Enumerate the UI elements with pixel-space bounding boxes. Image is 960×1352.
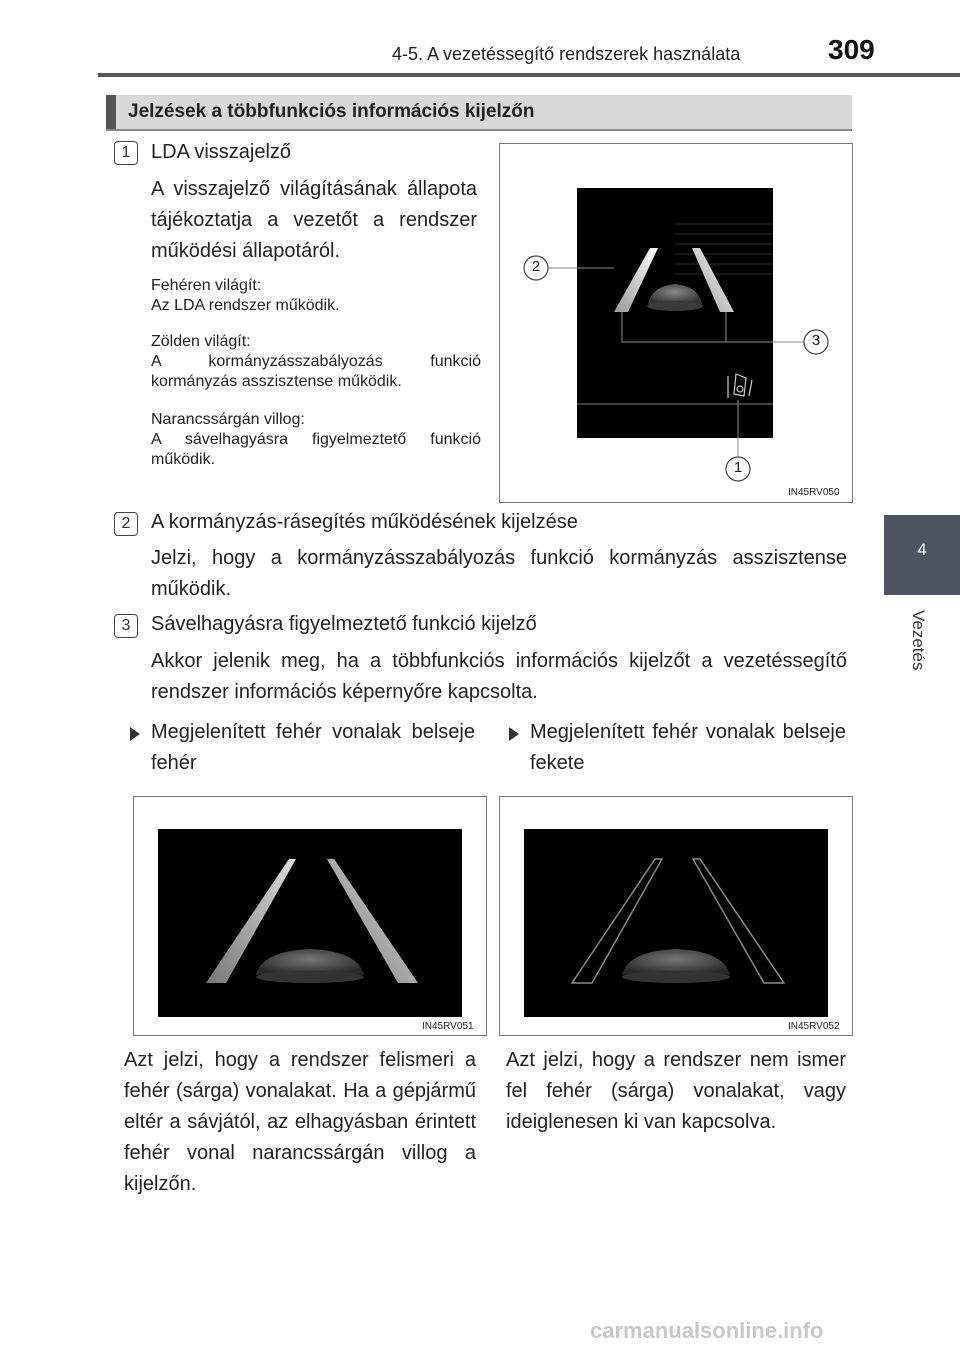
figure-lda-display <box>499 143 853 503</box>
item-number: 2 <box>114 512 138 536</box>
column-heading: Megjelenített fehér vonalak belseje fehér <box>151 721 475 774</box>
item-title: Sávelhagyásra figyelmeztető funkció kijelző <box>151 613 537 635</box>
header-rule <box>98 73 960 77</box>
page-number: 309 <box>828 34 875 65</box>
callout-number: 1 <box>733 459 743 476</box>
state-label: Narancssárgán villog: <box>151 411 305 428</box>
state-text: A kormányzásszabályozás funkció kormányzás asszisztense működik. <box>151 353 481 390</box>
bullet-arrow-icon <box>509 727 519 741</box>
column-text: Azt jelzi, hogy a rendszer felismeri a fehér (sárga) vonalakat. Ha a gépjármű eltér a sávjától, az elhagyásban érintett fehér vonal narancssárgán villog a kijelzőn. <box>124 1049 476 1195</box>
state-text: Az LDA rendszer működik. <box>151 297 340 314</box>
figure-lines-white <box>133 796 487 1036</box>
white-lane-illustration <box>134 797 486 1035</box>
section-heading-text: Jelzések a többfunkciós információs kijelzőn <box>128 101 535 122</box>
callout-number: 3 <box>811 332 821 349</box>
section-heading-bar <box>106 95 116 129</box>
figure-code: IN45RV052 <box>788 1021 840 1032</box>
running-header: 4-5. A vezetéssegítő rendszerek használata <box>392 44 741 64</box>
state-label: Zölden világít: <box>151 333 251 350</box>
state-text: A sávelhagyásra figyelmeztető funkció működik. <box>151 431 481 468</box>
column-heading: Megjelenített fehér vonalak belseje fekete <box>530 721 846 774</box>
item-title: A kormányzás-rásegítés működésének kijelzése <box>151 511 578 533</box>
watermark: carmanualsonline.info <box>590 1318 824 1343</box>
item-number: 3 <box>114 614 138 638</box>
column-text: Azt jelzi, hogy a rendszer nem ismer fel fehér (sárga) vonalakat, vagy ideiglenesen ki van kapcsolva. <box>506 1049 846 1133</box>
item-title: LDA visszajelző <box>151 141 292 163</box>
chapter-number: 4 <box>917 540 927 559</box>
figure-code: IN45RV051 <box>422 1021 474 1032</box>
figure-code: IN45RV050 <box>788 487 840 498</box>
figure-lines-black <box>499 796 853 1036</box>
callout-number: 2 <box>531 258 541 275</box>
section-heading-rule <box>106 129 852 131</box>
state-label: Fehéren világít: <box>151 277 262 294</box>
item-body: Jelzi, hogy a kormányzásszabályozás funkció kormányzás asszisztense működik. <box>151 547 847 600</box>
section-heading <box>106 95 852 129</box>
item-body: A visszajelző világításának állapota tájékoztatja a vezetőt a rendszer működési állapotáról. <box>151 178 477 262</box>
bullet-arrow-icon <box>130 727 140 741</box>
item-body: Akkor jelenik meg, ha a többfunkciós információs kijelzőt a vezetéssegítő rendszer információs képernyőre kapcsolta. <box>151 650 847 703</box>
outlined-lane-illustration <box>500 797 852 1035</box>
chapter-label: Vezetés <box>909 610 928 671</box>
lda-display-illustration <box>500 144 852 502</box>
item-number: 1 <box>114 141 138 165</box>
